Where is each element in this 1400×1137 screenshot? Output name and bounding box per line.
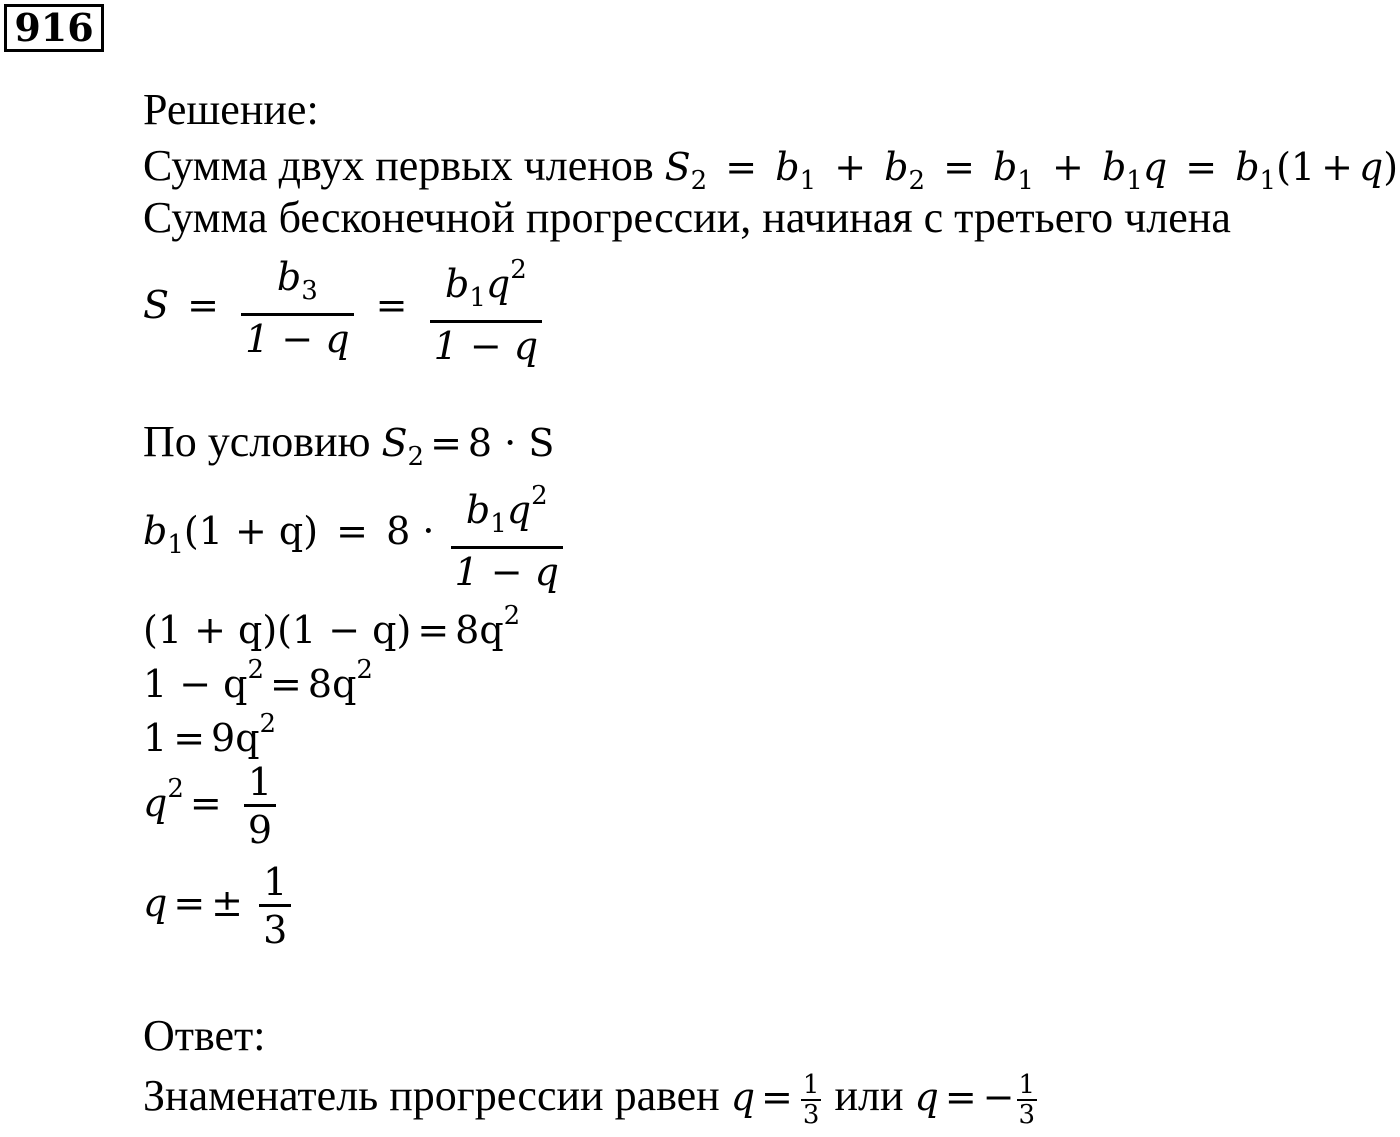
- sup: 2: [503, 601, 521, 631]
- equation-1: [143, 474, 567, 595]
- var-s: S: [143, 283, 170, 327]
- rparen: ): [1383, 145, 1399, 189]
- q: q: [730, 1075, 756, 1119]
- coef: 8 ·: [386, 509, 435, 553]
- condition-line: [143, 416, 554, 483]
- var-s: S: [664, 145, 691, 189]
- fraction: [430, 248, 543, 369]
- q: q: [1142, 145, 1168, 189]
- sub: 2: [908, 166, 926, 196]
- plus: +: [834, 145, 867, 189]
- sub: 1: [469, 283, 486, 313]
- sub: 1: [167, 530, 184, 560]
- pm: ±: [211, 881, 244, 925]
- q: q: [506, 488, 532, 532]
- b: b: [143, 509, 168, 553]
- solution-heading: Решение:: [143, 85, 319, 134]
- equation-5: [143, 760, 280, 853]
- den: 3: [1018, 1099, 1036, 1130]
- sub: 1: [1017, 166, 1034, 196]
- sub: 1: [490, 509, 507, 539]
- num: 1: [802, 1069, 820, 1100]
- lhs: 1 − q: [143, 662, 248, 706]
- den: 9: [244, 804, 276, 853]
- fraction: [244, 760, 276, 853]
- fraction: [801, 1071, 822, 1129]
- sub: 1: [1126, 166, 1143, 196]
- num: 1: [247, 760, 272, 804]
- q: q: [143, 781, 168, 825]
- den: 1 − q: [430, 320, 543, 369]
- var-s: S: [381, 421, 408, 465]
- b: b: [444, 262, 470, 306]
- b: b: [775, 145, 800, 189]
- fraction: [1017, 1071, 1038, 1129]
- answer-text: Знаменатель прогрессии равен: [143, 1071, 720, 1120]
- sup: 2: [259, 709, 277, 739]
- eq: =: [1185, 145, 1218, 189]
- den: 3: [259, 904, 291, 953]
- lhs: (1 + q): [183, 509, 319, 553]
- fraction: [241, 255, 354, 362]
- den: 1 − q: [451, 546, 564, 595]
- den: 1 − q: [241, 313, 354, 362]
- b: b: [276, 255, 302, 299]
- answer-heading: Ответ:: [143, 1011, 266, 1060]
- condition-text: По условию: [143, 417, 371, 466]
- fraction: [451, 474, 564, 595]
- lparen: (: [1276, 145, 1291, 189]
- rhs: 8 · S: [467, 421, 555, 465]
- eq: =: [417, 608, 450, 652]
- den: 3: [802, 1099, 820, 1130]
- equation-6: [143, 860, 295, 953]
- rhs: 8q: [455, 608, 504, 652]
- sup: 2: [167, 774, 184, 804]
- sub: 1: [1259, 166, 1277, 196]
- eq: =: [375, 283, 408, 327]
- equation-4: [143, 698, 276, 764]
- eq: =: [270, 662, 302, 706]
- sup: 2: [247, 655, 265, 685]
- eq: =: [761, 1075, 793, 1119]
- q: q: [914, 1075, 939, 1119]
- sup: 2: [531, 481, 548, 511]
- q: q: [485, 262, 511, 306]
- b: b: [884, 145, 909, 189]
- sum-two-text: Сумма двух первых членов: [143, 141, 654, 190]
- sub: 1: [799, 166, 817, 196]
- sup: 2: [356, 655, 373, 685]
- num: 1: [263, 860, 288, 904]
- plus: +: [1052, 145, 1084, 189]
- num: 1: [1018, 1069, 1036, 1100]
- or-text: или: [834, 1071, 904, 1120]
- rhs: 8q: [307, 662, 357, 706]
- lhs: (1 + q)(1 − q): [143, 608, 412, 652]
- eq: =: [430, 421, 462, 465]
- b: b: [1101, 145, 1127, 189]
- eq: =: [944, 1075, 977, 1119]
- eq: =: [173, 881, 206, 925]
- b: b: [1235, 145, 1260, 189]
- plus: +: [1321, 145, 1353, 189]
- eq: =: [943, 145, 975, 189]
- eq: =: [336, 509, 368, 553]
- problem-number-badge: 916: [4, 4, 104, 52]
- eq: =: [187, 283, 219, 327]
- lhs: 1: [143, 716, 168, 760]
- q: q: [1358, 145, 1384, 189]
- eq: =: [173, 716, 206, 760]
- sub: 3: [301, 276, 318, 306]
- eq: =: [189, 781, 222, 825]
- formula-s: [143, 248, 546, 369]
- infinite-sum-line: Сумма бесконечной прогрессии, начиная с третьего члена: [143, 193, 1231, 242]
- fraction: [259, 860, 291, 953]
- answer-line: [143, 1070, 1039, 1129]
- minus: −: [982, 1075, 1015, 1119]
- sup: 2: [510, 255, 527, 285]
- sub: 2: [407, 442, 425, 472]
- eq: =: [725, 145, 758, 189]
- sub: 2: [690, 166, 708, 196]
- one: 1: [1290, 145, 1316, 189]
- b: b: [465, 488, 491, 532]
- b: b: [993, 145, 1018, 189]
- q: q: [143, 881, 168, 925]
- rhs: 9q: [211, 716, 260, 760]
